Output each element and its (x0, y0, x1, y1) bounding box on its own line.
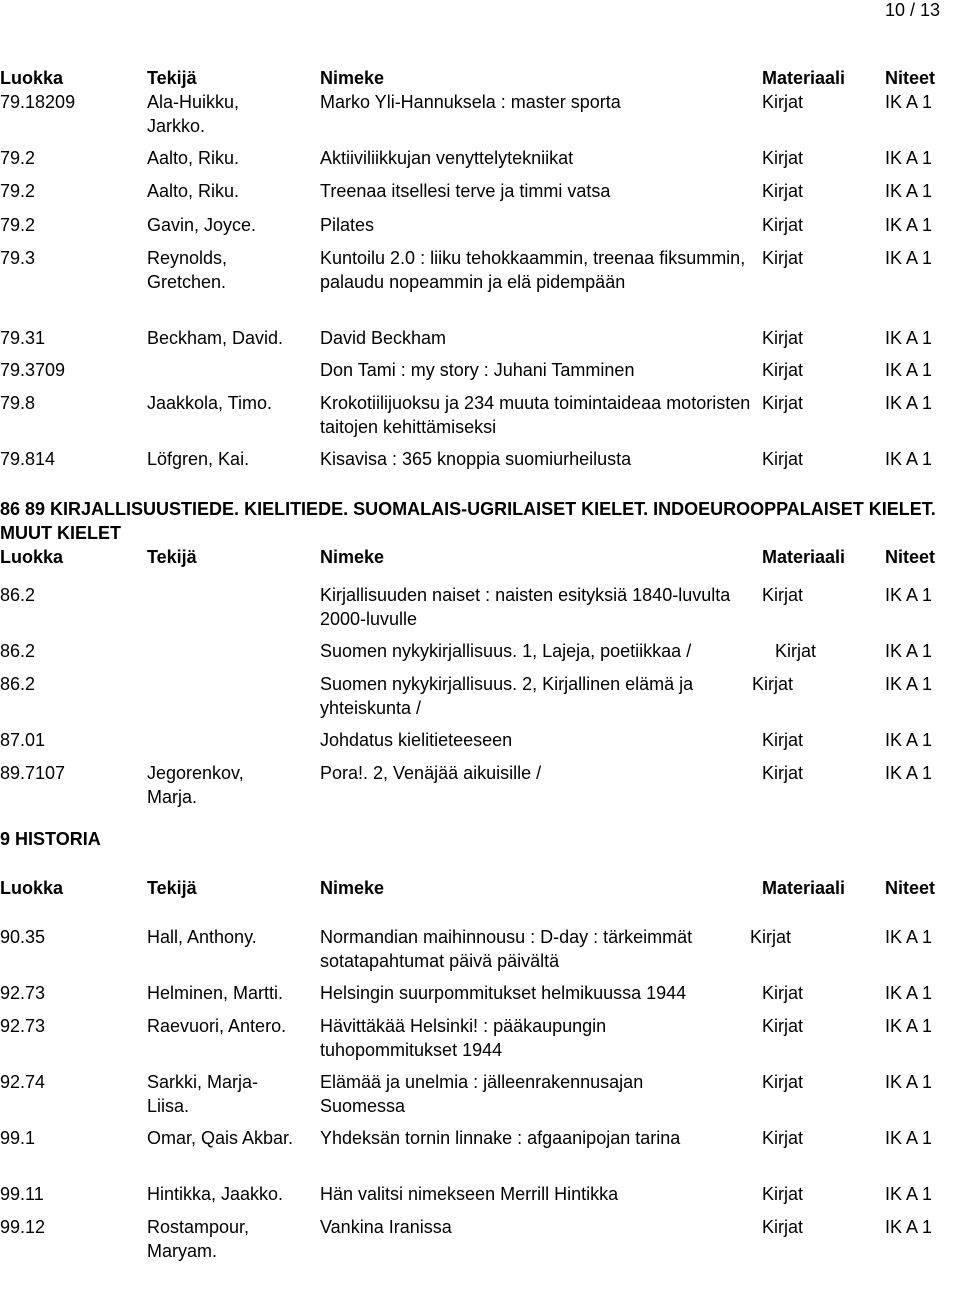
nimeke-cell: Helsingin suurpommitukset helmikuussa 1944 (320, 983, 687, 1003)
tekija-cell: Hall, Anthony. (147, 927, 257, 947)
luokka-cell: 99.11 (0, 1184, 44, 1204)
materiaali-cell: Kirjat (762, 449, 804, 469)
table-header (0, 66, 960, 90)
luokka-cell: 79.2 (0, 148, 36, 168)
niteet-cell: IK A 1 (885, 674, 933, 694)
header-luokka: Luokka (0, 878, 64, 898)
section-heading (0, 497, 960, 545)
tekija-cell: Aalto, Riku. (147, 148, 240, 168)
tekija-cell: Helminen, Martti. (147, 983, 284, 1003)
luokka-cell: 79.8 (0, 393, 36, 413)
nimeke-cell: Suomen nykykirjallisuus. 2, Kirjallinen elämä ja yhteiskunta / (320, 674, 694, 718)
tekija-cell: Rostampour, Maryam. (147, 1217, 250, 1261)
niteet-cell: IK A 1 (885, 393, 933, 413)
header-niteet: Niteet (885, 878, 936, 898)
niteet-cell: IK A 1 (885, 585, 933, 605)
nimeke-cell: Suomen nykykirjallisuus. 1, Lajeja, poetiikkaa / (320, 641, 692, 661)
tekija-cell: Reynolds, Gretchen. (147, 248, 228, 292)
materiaali-cell: Kirjat (762, 1128, 804, 1148)
tekija-cell: Jegorenkov, Marja. (147, 763, 244, 807)
nimeke-cell: Pilates (320, 215, 375, 235)
nimeke-cell: Marko Yli-Hannuksela : master sporta (320, 92, 621, 112)
luokka-cell: 92.73 (0, 1016, 46, 1036)
header-tekija: Tekijä (147, 68, 197, 88)
luokka-cell: 79.18209 (0, 92, 76, 112)
table-row (0, 1215, 960, 1263)
luokka-cell: 79.3709 (0, 360, 66, 380)
nimeke-cell: Pora!. 2, Venäjää aikuisille / (320, 763, 542, 783)
luokka-cell: 86.2 (0, 585, 36, 605)
table-row (0, 1182, 960, 1215)
luokka-cell: 87.01 (0, 730, 46, 750)
table-row (0, 761, 960, 827)
niteet-cell: IK A 1 (885, 983, 933, 1003)
materiaali-cell: Kirjat (762, 763, 804, 783)
niteet-cell: IK A 1 (885, 148, 933, 168)
page-number: 10 / 13 (884, 0, 940, 20)
table-row (0, 728, 960, 761)
niteet-cell: IK A 1 (885, 360, 933, 380)
nimeke-cell: Hävittäkää Helsinki! : pääkaupungin tuhopommitukset 1944 (320, 1016, 607, 1060)
materiaali-cell: Kirjat (762, 92, 804, 112)
table-row (0, 672, 960, 728)
luokka-cell: 89.7107 (0, 763, 66, 783)
materiaali-cell: Kirjat (762, 983, 804, 1003)
materiaali-cell: Kirjat (762, 148, 804, 168)
table-row (0, 1126, 960, 1182)
luokka-cell: 99.1 (0, 1128, 36, 1148)
table-row (0, 90, 960, 146)
table-row (0, 1014, 960, 1070)
niteet-cell: IK A 1 (885, 215, 933, 235)
materiaali-cell: Kirjat (750, 927, 792, 947)
niteet-cell: IK A 1 (885, 1128, 933, 1148)
niteet-cell: IK A 1 (885, 1072, 933, 1092)
tekija-cell: Jaakkola, Timo. (147, 393, 273, 413)
niteet-cell: IK A 1 (885, 328, 933, 348)
table-row (0, 391, 960, 447)
nimeke-cell: Yhdeksän tornin linnake : afgaanipojan tarina (320, 1128, 681, 1148)
luokka-cell: 79.2 (0, 181, 36, 201)
table-row (0, 1070, 960, 1126)
materiaali-cell: Kirjat (762, 248, 804, 268)
header-tekija: Tekijä (147, 547, 197, 567)
niteet-cell: IK A 1 (885, 1016, 933, 1036)
materiaali-cell: Kirjat (762, 328, 804, 348)
table-row (0, 639, 960, 672)
luokka-cell: 86.2 (0, 674, 36, 694)
luokka-cell: 92.73 (0, 983, 46, 1003)
table-row (0, 146, 960, 179)
tekija-cell: Gavin, Joyce. (147, 215, 257, 235)
niteet-cell: IK A 1 (885, 449, 933, 469)
tekija-cell: Hintikka, Jaakko. (147, 1184, 284, 1204)
table-row (0, 246, 960, 326)
materiaali-cell: Kirjat (762, 1016, 804, 1036)
nimeke-cell: Treenaa itsellesi terve ja timmi vatsa (320, 181, 611, 201)
materiaali-cell: Kirjat (762, 181, 804, 201)
nimeke-cell: Johdatus kielitieteeseen (320, 730, 513, 750)
tekija-cell: Sarkki, Marja-Liisa. (147, 1072, 259, 1116)
materiaali-cell: Kirjat (762, 393, 804, 413)
header-niteet: Niteet (885, 68, 936, 88)
tekija-cell: Omar, Qais Akbar. (147, 1128, 294, 1148)
nimeke-cell: David Beckham (320, 328, 447, 348)
nimeke-cell: Normandian maihinnousu : D-day : tärkeimmät sotatapahtumat päivä päivältä (320, 927, 693, 971)
materiaali-cell: Kirjat (775, 641, 817, 661)
materiaali-cell: Kirjat (762, 1184, 804, 1204)
materiaali-cell: Kirjat (762, 360, 804, 380)
luokka-cell: 86.2 (0, 641, 36, 661)
header-nimeke: Nimeke (320, 68, 385, 88)
nimeke-cell: Kirjallisuuden naiset : naisten esityksiä 1840-luvulta 2000-luvulle (320, 585, 731, 629)
luokka-cell: 79.31 (0, 328, 46, 348)
luokka-cell: 90.35 (0, 927, 46, 947)
table-row (0, 925, 960, 981)
table-row (0, 981, 960, 1014)
header-nimeke: Nimeke (320, 878, 385, 898)
table-row (0, 447, 960, 497)
niteet-cell: IK A 1 (885, 730, 933, 750)
nimeke-cell: Vankina Iranissa (320, 1217, 452, 1237)
table-row (0, 179, 960, 213)
niteet-cell: IK A 1 (885, 927, 933, 947)
niteet-cell: IK A 1 (885, 763, 933, 783)
nimeke-cell: Kisavisa : 365 knoppia suomiurheilusta (320, 449, 632, 469)
luokka-cell: 79.2 (0, 215, 36, 235)
materiaali-cell: Kirjat (762, 730, 804, 750)
header-materiaali: Materiaali (762, 878, 846, 898)
materiaali-cell: Kirjat (752, 674, 794, 694)
nimeke-cell: Krokotiilijuoksu ja 234 muuta toimintaideaa motoristen taitojen kehittämiseksi (320, 393, 751, 437)
header-nimeke: Nimeke (320, 547, 385, 567)
header-luokka: Luokka (0, 68, 64, 88)
header-niteet: Niteet (885, 547, 936, 567)
niteet-cell: IK A 1 (885, 248, 933, 268)
materiaali-cell: Kirjat (762, 1072, 804, 1092)
table-header (0, 876, 960, 925)
tekija-cell: Beckham, David. (147, 328, 284, 348)
materiaali-cell: Kirjat (762, 1217, 804, 1237)
niteet-cell: IK A 1 (885, 181, 933, 201)
tekija-cell: Raevuori, Antero. (147, 1016, 287, 1036)
nimeke-cell: Hän valitsi nimekseen Merrill Hintikka (320, 1184, 619, 1204)
nimeke-cell: Don Tami : my story : Juhani Tamminen (320, 360, 635, 380)
luokka-cell: 99.12 (0, 1217, 46, 1237)
tekija-cell: Aalto, Riku. (147, 181, 240, 201)
niteet-cell: IK A 1 (885, 641, 933, 661)
header-materiaali: Materiaali (762, 68, 846, 88)
header-materiaali: Materiaali (762, 547, 846, 567)
table-row (0, 326, 960, 358)
catalog-listing (0, 66, 960, 1263)
niteet-cell: IK A 1 (885, 1217, 933, 1237)
section-heading (0, 827, 960, 876)
nimeke-cell: Aktiiviliikkujan venyttelytekniikat (320, 148, 574, 168)
luokka-cell: 92.74 (0, 1072, 46, 1092)
header-tekija: Tekijä (147, 878, 197, 898)
table-row (0, 583, 960, 639)
table-row (0, 358, 960, 391)
tekija-cell: Ala-Huikku, Jarkko. (147, 92, 240, 136)
header-luokka: Luokka (0, 547, 64, 567)
nimeke-cell: Elämää ja unelmia : jälleenrakennusajan Suomessa (320, 1072, 644, 1116)
section-title: 86 89 KIRJALLISUUSTIEDE. KIELITIEDE. SUOMALAIS-UGRILAISET KIELET. INDOEUROOPPALAISET KIELET. MUUT KIELET (0, 499, 936, 543)
section-title: 9 HISTORIA (0, 829, 101, 849)
niteet-cell: IK A 1 (885, 1184, 933, 1204)
niteet-cell: IK A 1 (885, 92, 933, 112)
table-header (0, 545, 960, 583)
materiaali-cell: Kirjat (762, 585, 804, 605)
nimeke-cell: Kuntoilu 2.0 : liiku tehokkaammin, treenaa fiksummin, palaudu nopeammin ja elä pidempään (320, 248, 746, 292)
luokka-cell: 79.3 (0, 248, 36, 268)
table-row (0, 213, 960, 246)
tekija-cell: Löfgren, Kai. (147, 449, 250, 469)
luokka-cell: 79.814 (0, 449, 56, 469)
materiaali-cell: Kirjat (762, 215, 804, 235)
